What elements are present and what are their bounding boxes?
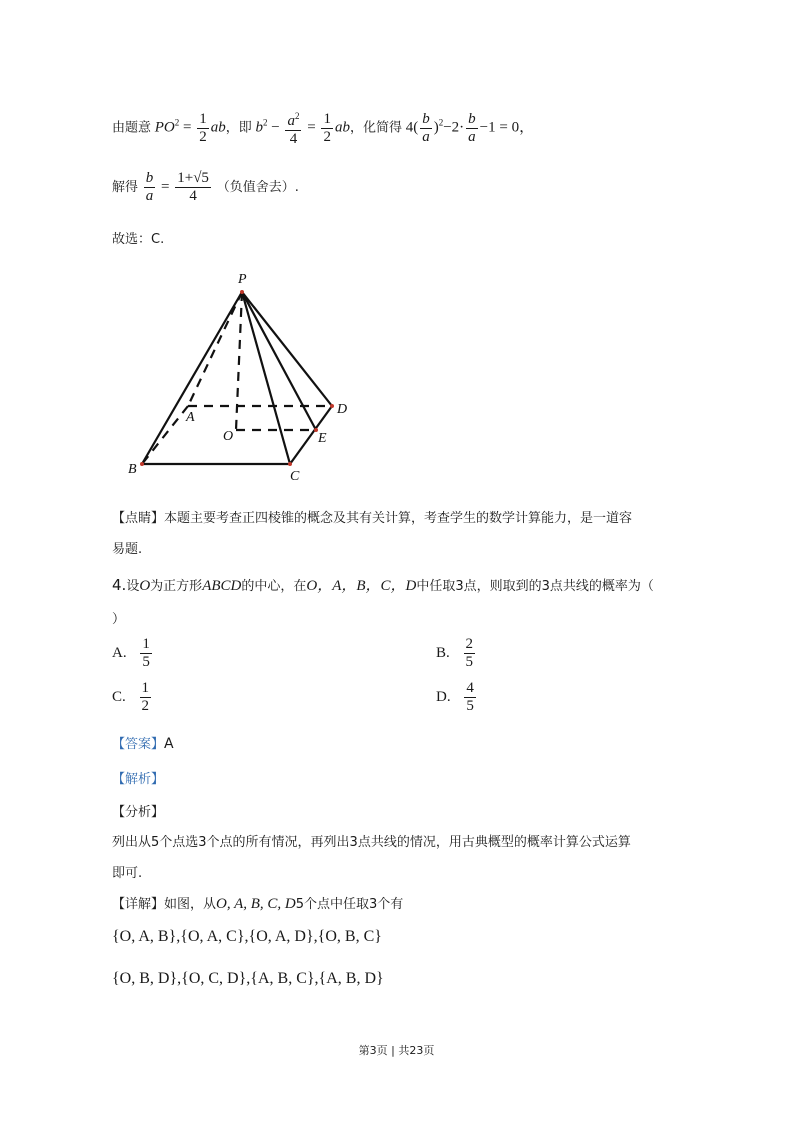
label-e: E: [318, 431, 327, 446]
comment-line-2: 易题.: [112, 542, 143, 557]
po-symbol: PO: [154, 119, 175, 136]
vertex-b: [140, 462, 144, 466]
line2-prefix: 解得: [112, 179, 139, 195]
option-b: B. $\frac{2}{5}$: [436, 636, 474, 670]
fraction-half-1: $\frac{1}{2}$: [199, 110, 207, 145]
option-d: D. $\frac{4}{5}$: [436, 680, 474, 714]
vertex-p: [240, 290, 244, 294]
detail-line: 【详解】如图，从O, A, B, C, D5个点中任取3个有: [112, 896, 404, 912]
comma-simplify: ，化简得: [349, 120, 402, 136]
ab-term: ab: [210, 119, 226, 136]
option-c-label: C.: [112, 688, 126, 705]
fraction-b-a-2: $\frac{b}{a}$: [468, 110, 476, 145]
comma-ji: ，即: [225, 120, 252, 136]
option-b-label: B.: [436, 644, 450, 661]
question-number: 4.: [112, 576, 127, 594]
edge-pc: [242, 292, 290, 464]
fenxi-line-2: 即可.: [112, 866, 143, 881]
fraction-b-a-1: $\frac{b}{a}$: [422, 110, 430, 145]
detail-tag: 【详解】: [112, 897, 165, 912]
fraction-value: $\frac{1+√5}{4}$: [177, 170, 209, 204]
option-d-label: D.: [436, 688, 451, 705]
fraction-half-2: $\frac{1}{2}$: [323, 110, 331, 145]
answer-line: [112, 733, 174, 752]
formula-line-2: 解得 $\frac{b}{a}$ = $\frac{1+√5}{4}$ （负值舍去）.: [112, 170, 299, 204]
option-a-label: A.: [112, 644, 127, 661]
sets-line-2: {O, B, D},{O, C, D},{A, B, C},{A, B, D}: [112, 970, 384, 987]
label-d: D: [337, 402, 348, 417]
vertex-d: [330, 404, 334, 408]
label-b: B: [128, 462, 137, 477]
label-p: P: [238, 272, 247, 287]
option-c: C. $\frac{1}{2}$: [112, 680, 150, 714]
option-a: A. $\frac{1}{5}$: [112, 636, 150, 670]
edge-ab: [142, 406, 188, 464]
formula-line-1: 由题意 $PO^2$ = $\frac{1}{2}$ ab，即 $b^2$ − $\frac{a^2}{4}$ = $\frac{1}{2}$ ab，化简得 4( $\frac{b}{a}$ )$^2$−2· $\frac{b}{a}$ −1 = 0，: [112, 108, 534, 148]
choice-line: 故选：C.: [112, 232, 165, 247]
answer-value: A: [164, 736, 174, 752]
b-term: b: [255, 119, 263, 136]
fenxi-tag: 【分析】: [112, 805, 165, 820]
line1-prefix: 由题意: [112, 120, 152, 136]
answer-tag: 【答案】: [112, 737, 165, 752]
line2-suffix: （负值舍去）.: [216, 179, 299, 195]
edge-po: [236, 292, 242, 430]
question-close-paren: ）: [112, 612, 126, 627]
eq-sign: =: [183, 119, 192, 136]
fraction-b-over-a: $\frac{b}{a}$: [145, 170, 154, 204]
analysis-tag: 【解析】: [112, 772, 165, 787]
vertex-c: [288, 462, 292, 466]
sup-2: 2: [174, 117, 180, 128]
edge-pd: [242, 292, 332, 406]
fenxi-line-1: 列出从5个点选3个点的所有情况，再列出3点共线的情况，用古典概型的概率计算公式运算: [112, 835, 631, 850]
sets-line-1: {O, A, B},{O, A, C},{O, A, D},{O, B, C}: [112, 928, 382, 945]
edge-pa: [188, 292, 242, 406]
fraction-a2-4: $\frac{a^2}{4}$: [287, 111, 300, 147]
pyramid-figure: [120, 268, 360, 488]
page-footer: 第3页 | 共23页: [358, 1044, 435, 1057]
label-a: A: [186, 410, 195, 425]
label-c: C: [290, 469, 300, 484]
edge-pe: [242, 292, 316, 430]
comment-line-1: 【点睛】本题主要考查正四棱锥的概念及其有关计算，考查学生的数学计算能力，是一道容: [112, 511, 633, 526]
label-o: O: [223, 429, 234, 444]
question-4: 4.设O为正方形ABCD的中心，在O，A，B，C，D中任取3点，则取到的3点共线的概率为（: [112, 576, 654, 594]
